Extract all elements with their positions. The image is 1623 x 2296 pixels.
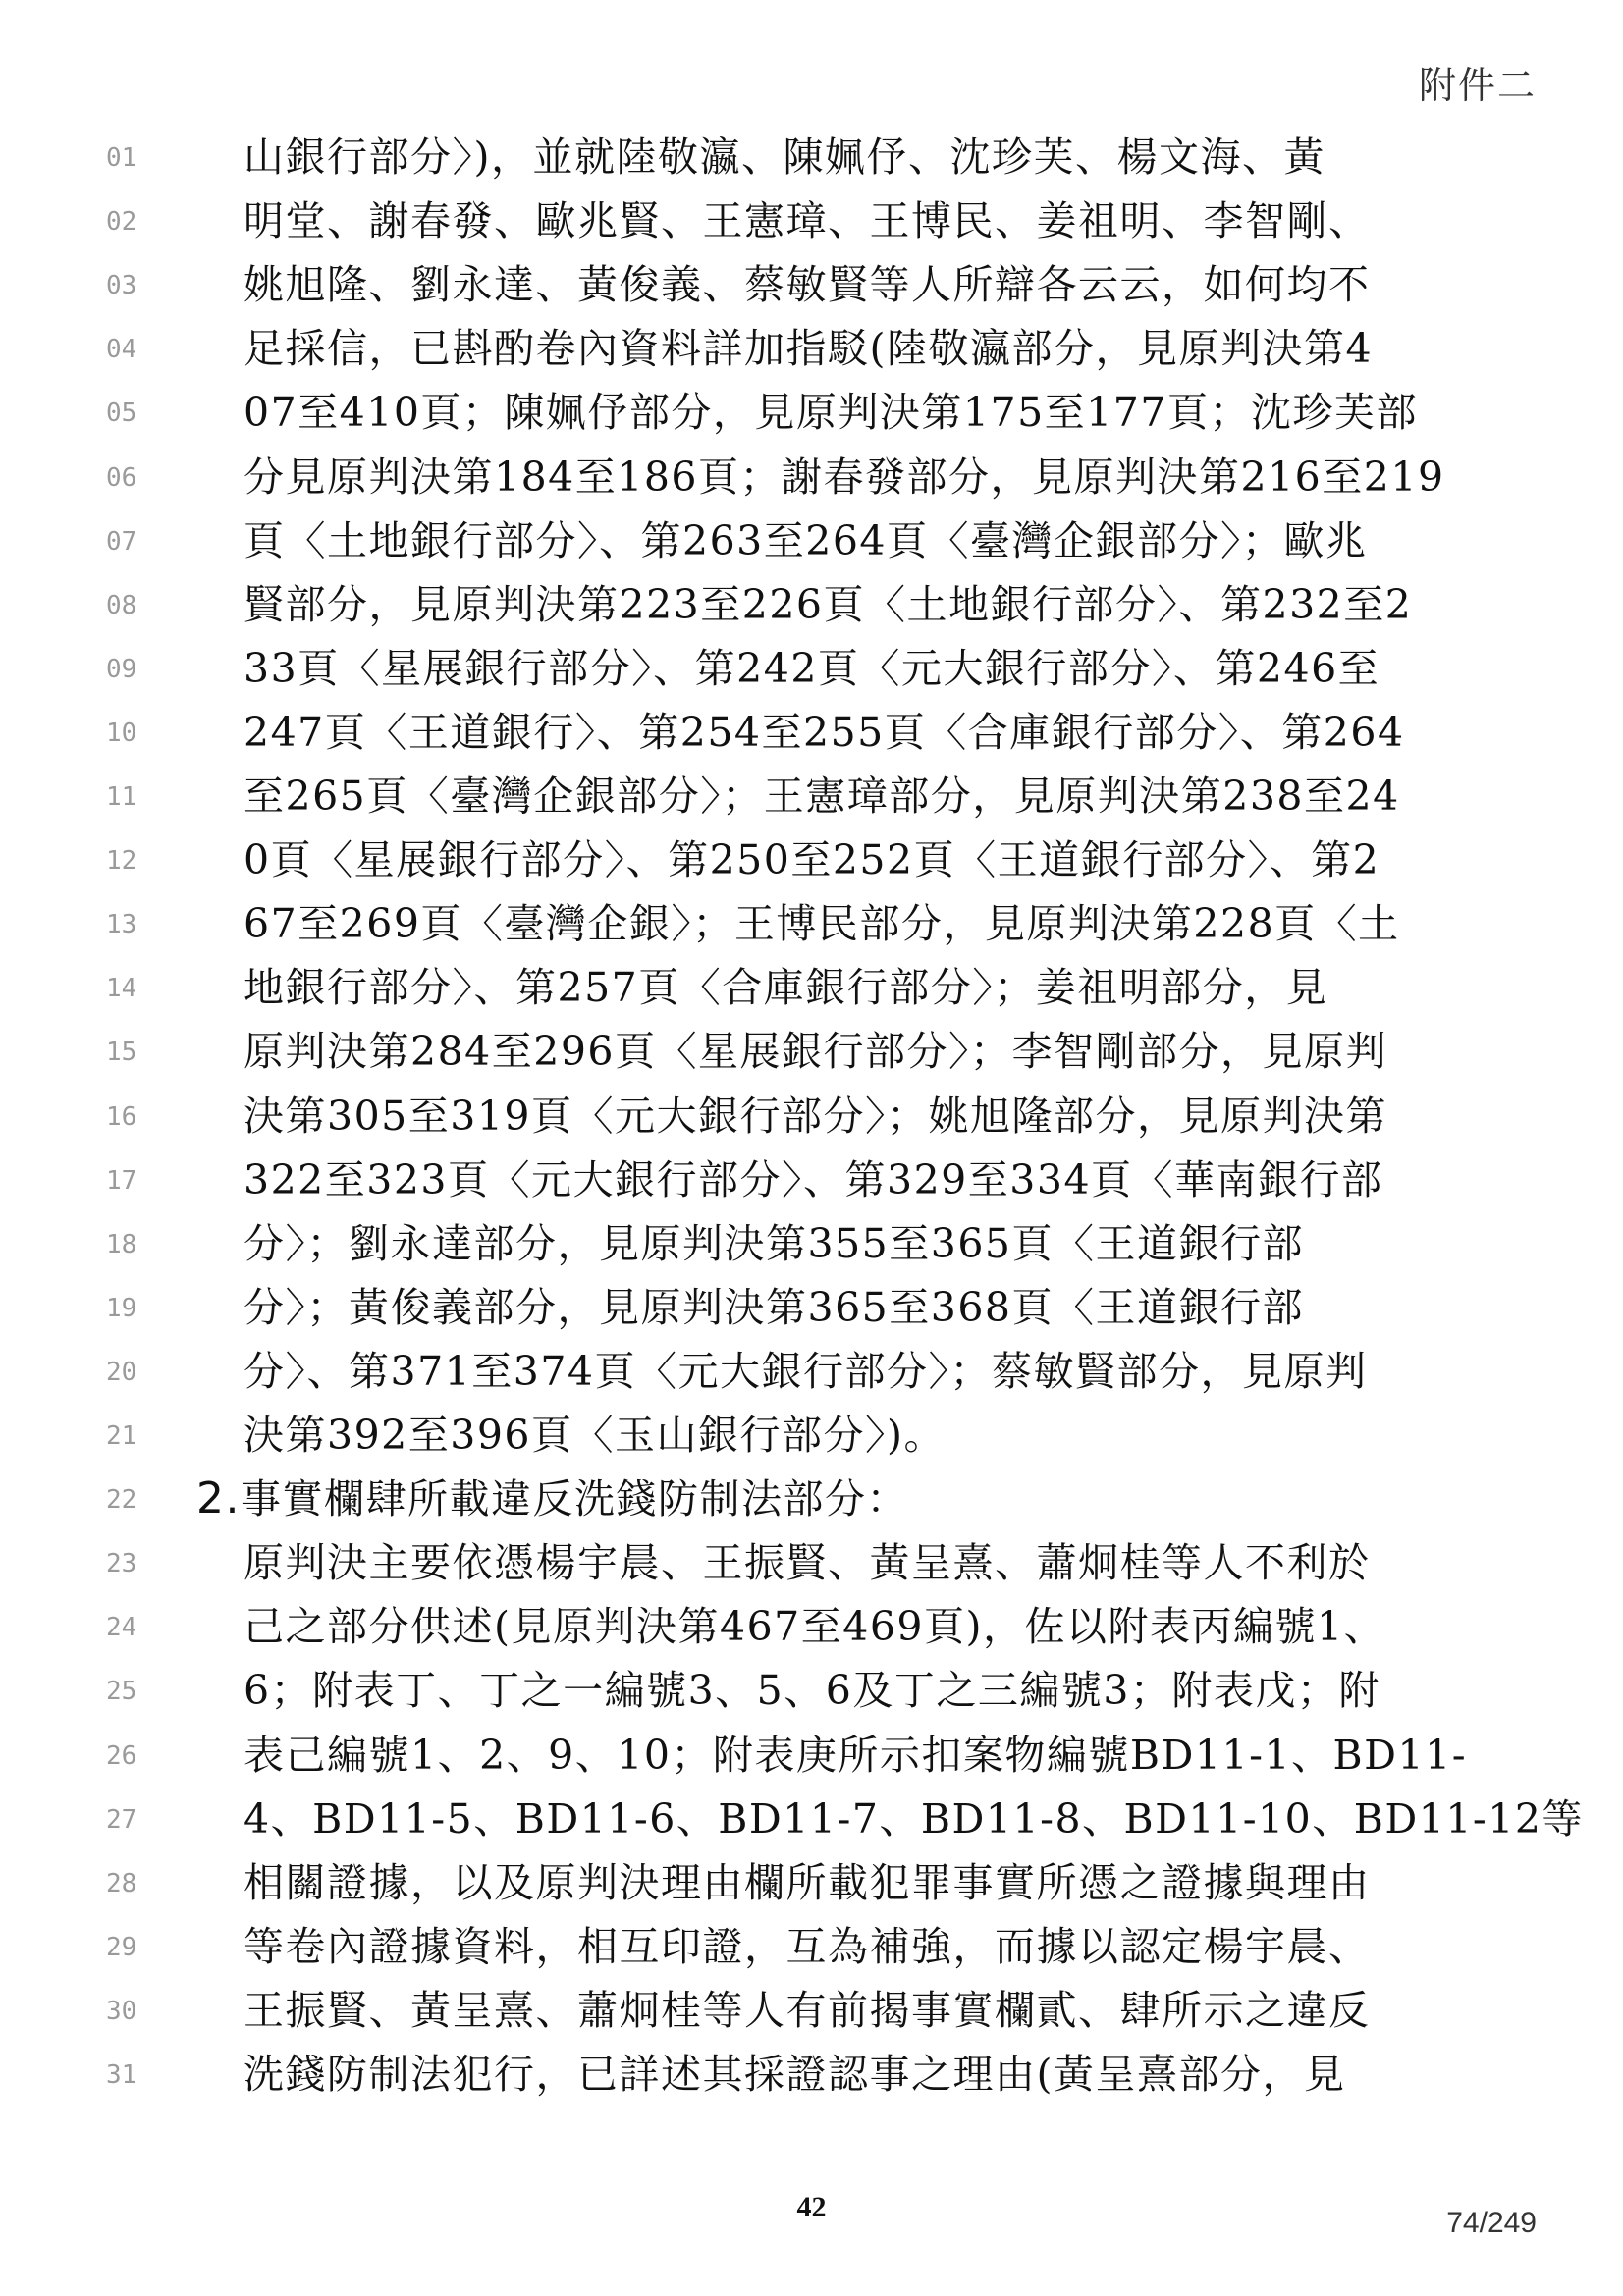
line-text: 明堂、謝春發、歐兆賢、王憲璋、王博民、姜祖明、李智剛、 [243,197,1371,245]
line-number: 30 [106,1996,137,2026]
document-line [0,2043,1623,2108]
line-text: 07至410頁；陳姵伃部分，見原判決第175至177頁；沈珍芙部 [243,389,1418,437]
line-number: 14 [106,974,137,1004]
document-line [0,253,1623,318]
line-text: 決第392至396頁〈玉山銀行部分〉)。 [243,1412,947,1459]
line-text: 決第305至319頁〈元大銀行部分〉；姚旭隆部分，見原判決第 [243,1092,1388,1140]
line-text: 相關證據，以及原判決理由欄所載犯罪事實所憑之證據與理由 [243,1858,1371,1906]
document-line [0,1276,1623,1341]
document-line [0,509,1623,574]
document-line [0,317,1623,382]
document-line [0,1915,1623,1980]
section-heading [196,1471,1384,1526]
line-text: 原判決主要依憑楊宇晨、王振賢、黃呈熹、蕭炯桂等人不利於 [243,1539,1371,1587]
line-text: 67至269頁〈臺灣企銀〉；王博民部分，見原判決第228頁〈土 [243,900,1400,948]
document-line [0,1468,1623,1532]
section-title: 事實欄肆所載違反洗錢防制法部分： [240,1475,908,1523]
line-text: 表己編號1、2、9、10；附表庚所示扣案物編號BD11-1、BD11- [243,1731,1468,1779]
document-line [0,1659,1623,1724]
document-line [0,892,1623,957]
line-number: 20 [106,1357,137,1387]
document-line [0,828,1623,893]
line-text: 至265頁〈臺灣企銀部分〉；王憲璋部分，見原判決第238至24 [243,773,1400,820]
line-number: 19 [106,1293,137,1323]
document-line [0,189,1623,254]
line-number: 05 [106,399,137,429]
document-line [0,1085,1623,1149]
line-number: 17 [106,1165,137,1196]
document-line [0,1340,1623,1405]
document-line [0,1404,1623,1468]
document-line [0,1020,1623,1085]
document-line [0,1595,1623,1660]
line-number: 13 [106,910,137,940]
line-text: 分見原判決第184至186頁；謝春發部分，見原判決第216至219 [243,453,1445,501]
line-text: 洗錢防制法犯行，已詳述其採證認事之理由(黃呈熹部分，見 [243,2051,1346,2098]
document-line [0,381,1623,446]
line-number: 02 [106,207,137,238]
line-number: 09 [106,654,137,684]
line-number: 18 [106,1229,137,1259]
line-text: 姚旭隆、劉永達、黃俊義、蔡敏賢等人所辯各云云，如何均不 [243,261,1371,309]
line-number: 12 [106,846,137,877]
document-line [0,446,1623,510]
document-line [0,701,1623,766]
line-text: 王振賢、黃呈熹、蕭炯桂等人有前揭事實欄貳、肆所示之違反 [243,1986,1371,2034]
line-number: 28 [106,1868,137,1898]
line-text: 分〉；劉永達部分，見原判決第355至365頁〈王道銀行部 [243,1219,1305,1267]
line-number: 16 [106,1101,137,1132]
line-text: 4、BD11-5、BD11-6、BD11-7、BD11-8、BD11-10、BD11-12等 [243,1794,1584,1842]
line-text: 33頁〈星展銀行部分〉、第242頁〈元大銀行部分〉、第246至 [243,644,1380,692]
line-text: 足採信，已斟酌卷內資料詳加指駁(陸敬瀛部分，見原判決第4 [243,325,1374,373]
line-number: 25 [106,1677,137,1707]
line-number: 27 [106,1804,137,1835]
line-text: 頁〈土地銀行部分〉、第263至264頁〈臺灣企銀部分〉；歐兆 [243,516,1368,564]
line-number: 06 [106,462,137,493]
line-text: 己之部分供述(見原判決第467至469頁)，佐以附表丙編號1、 [243,1603,1386,1651]
document-line [0,1212,1623,1277]
line-text: 等卷內證據資料，相互印證，互為補強，而據以認定楊宇晨、 [243,1922,1371,1970]
page-number: 42 [796,2191,827,2223]
line-number: 08 [106,590,137,620]
line-number: 24 [106,1613,137,1643]
document-line [0,1531,1623,1596]
line-text: 山銀行部分〉)，並就陸敬瀛、陳姵伃、沈珍芙、楊文海、黃 [243,133,1325,181]
document-line [0,573,1623,638]
line-number: 04 [106,335,137,365]
line-number: 22 [106,1485,137,1516]
line-number: 21 [106,1421,137,1451]
line-number: 03 [106,271,137,301]
document-line [0,1851,1623,1916]
line-number: 15 [106,1038,137,1068]
line-text: 賢部分，見原判決第223至226頁〈土地銀行部分〉、第232至2 [243,580,1413,628]
line-text: 地銀行部分〉、第257頁〈合庫銀行部分〉；姜祖明部分，見 [243,964,1328,1012]
line-number: 10 [106,718,137,748]
line-number: 31 [106,2060,137,2090]
page-counter: 74/249 [1446,2207,1537,2239]
document-line [0,126,1623,190]
document-line [0,1979,1623,2044]
document-line [0,765,1623,829]
attachment-label: 附件二 [1418,64,1537,107]
line-text: 247頁〈王道銀行〉、第254至255頁〈合庫銀行部分〉、第264 [243,708,1405,756]
document-line [0,1788,1623,1852]
document-line [0,1148,1623,1213]
document-line [0,1724,1623,1789]
line-text: 322至323頁〈元大銀行部分〉、第329至334頁〈華南銀行部 [243,1155,1383,1203]
line-text: 6；附表丁、丁之一編號3、5、6及丁之三編號3；附表戊；附 [243,1667,1380,1715]
line-number: 11 [106,782,137,812]
document-line [0,637,1623,702]
document-line [0,956,1623,1021]
line-number: 01 [106,143,137,173]
line-text: 分〉；黃俊義部分，見原判決第365至368頁〈王道銀行部 [243,1283,1305,1331]
line-text: 0頁〈星展銀行部分〉、第250至252頁〈王道銀行部分〉、第2 [243,836,1380,884]
line-text: 分〉、第371至374頁〈元大銀行部分〉；蔡敏賢部分，見原判 [243,1347,1368,1395]
section-number: 2. [196,1473,241,1524]
line-number: 23 [106,1549,137,1579]
line-text: 原判決第284至296頁〈星展銀行部分〉；李智剛部分，見原判 [243,1028,1388,1076]
line-number: 26 [106,1740,137,1771]
line-number: 07 [106,526,137,557]
line-number: 29 [106,1932,137,1962]
